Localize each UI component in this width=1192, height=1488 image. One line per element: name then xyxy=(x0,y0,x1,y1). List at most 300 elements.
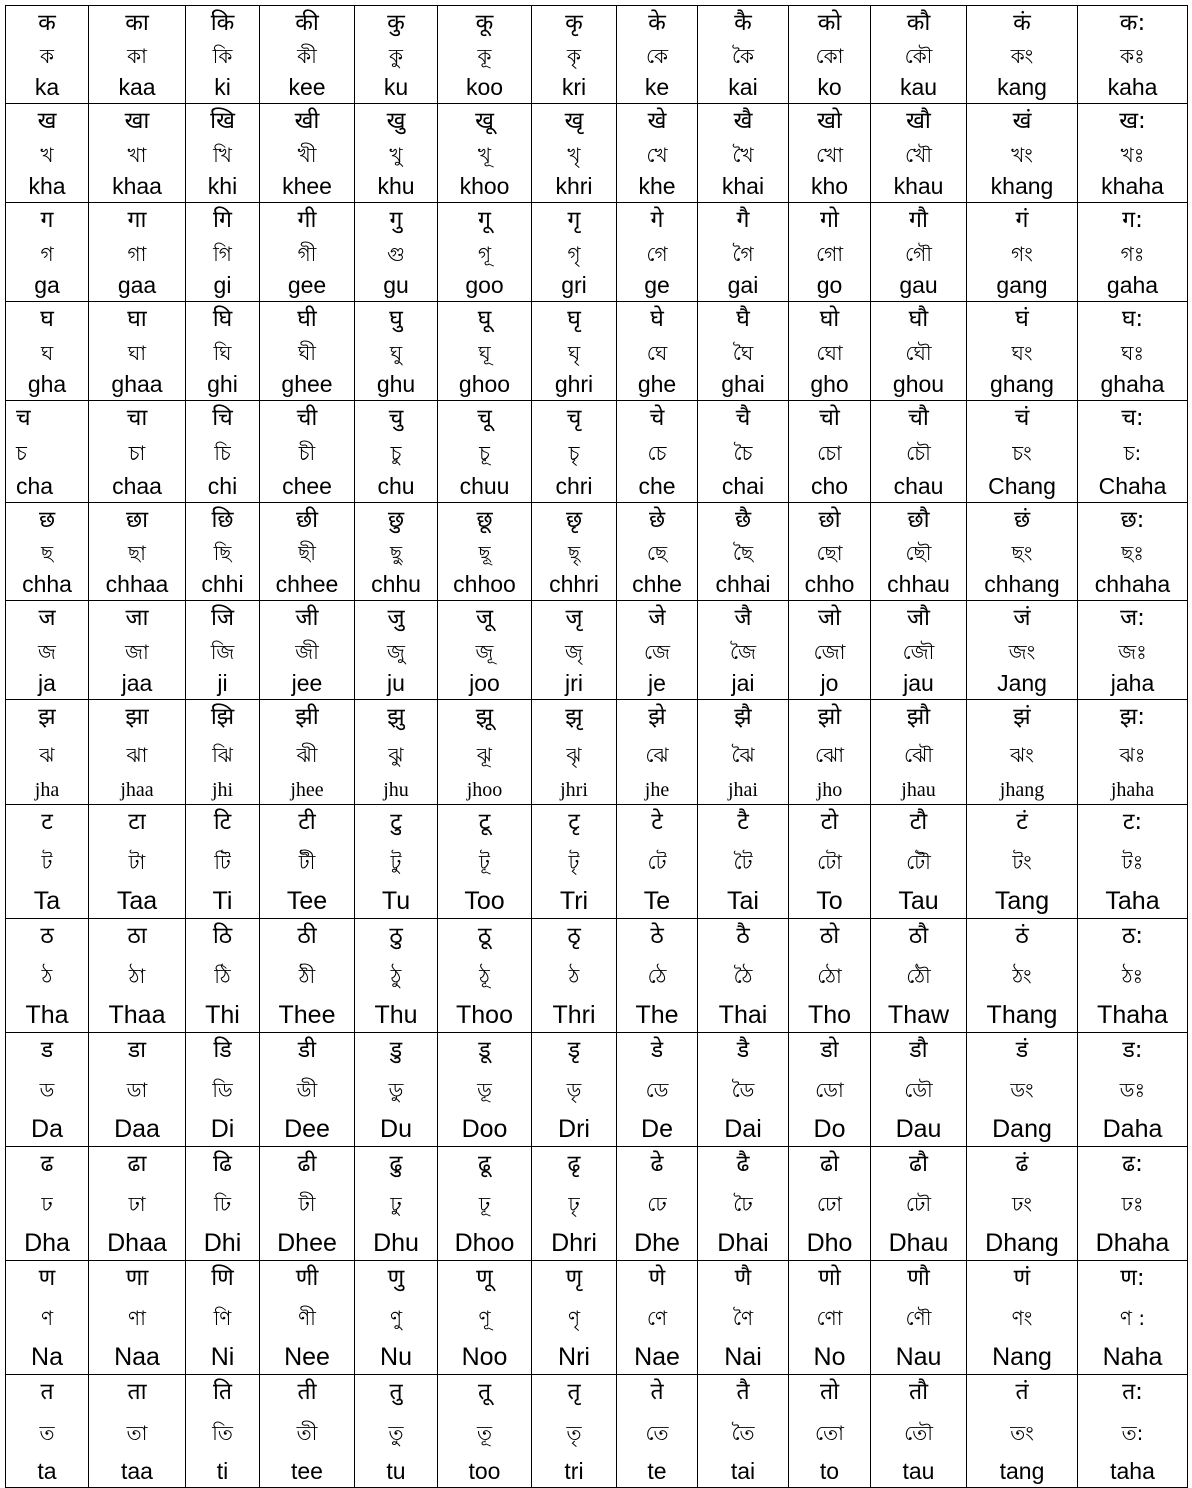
devanagari-syllable: डा xyxy=(127,1037,147,1063)
syllable-cell xyxy=(89,1033,186,1147)
syllable-stack xyxy=(532,919,616,1032)
syllable-cell xyxy=(260,6,355,104)
romanization: che xyxy=(638,472,676,499)
syllable-cell xyxy=(967,302,1078,401)
devanagari-syllable: जृ xyxy=(565,605,583,631)
devanagari-syllable: जा xyxy=(125,605,149,631)
syllable-stack xyxy=(260,1033,354,1146)
syllable-stack xyxy=(698,700,788,804)
syllable-cell xyxy=(967,1375,1078,1488)
devanagari-syllable: चि xyxy=(212,405,233,431)
bengali-syllable: চে xyxy=(647,441,667,466)
devanagari-syllable: झ xyxy=(38,704,56,730)
syllable-stack xyxy=(186,805,259,918)
romanization: chuu xyxy=(459,472,510,499)
devanagari-syllable: त xyxy=(40,1379,54,1405)
devanagari-syllable: टृ xyxy=(568,809,580,835)
romanization: Tu xyxy=(381,886,411,915)
syllable-cell xyxy=(355,302,438,401)
devanagari-syllable: डै xyxy=(736,1037,750,1063)
syllable-stack xyxy=(260,919,354,1032)
bengali-syllable: ঠে xyxy=(647,964,667,989)
devanagari-syllable: टा xyxy=(128,809,146,835)
devanagari-syllable: तु xyxy=(389,1379,403,1405)
romanization: khau xyxy=(893,172,944,199)
romanization: te xyxy=(647,1457,667,1484)
romanization: chhai xyxy=(715,570,771,597)
bengali-syllable: ছূ xyxy=(478,541,491,566)
devanagari-syllable: गौ xyxy=(909,207,928,233)
syllable-stack xyxy=(532,1375,616,1487)
romanization: Thang xyxy=(986,1000,1058,1029)
devanagari-syllable: गि xyxy=(213,207,232,233)
syllable-cell xyxy=(355,104,438,203)
syllable-stack xyxy=(89,302,185,400)
romanization: ghu xyxy=(376,370,416,397)
devanagari-syllable: खि xyxy=(210,108,235,134)
devanagari-syllable: जी xyxy=(295,605,319,631)
syllable-cell xyxy=(1078,1033,1188,1147)
romanization: chhri xyxy=(549,570,599,597)
romanization: ju xyxy=(387,669,405,696)
bengali-syllable: ঘি xyxy=(213,340,232,365)
syllable-cell xyxy=(89,6,186,104)
bengali-syllable: খূ xyxy=(477,142,492,167)
bengali-syllable: তৈ xyxy=(731,1420,755,1445)
syllable-stack xyxy=(532,601,616,699)
devanagari-syllable: छं xyxy=(1013,507,1031,533)
romanization: Doo xyxy=(461,1114,508,1143)
bengali-syllable: ছা xyxy=(128,541,146,566)
romanization: cho xyxy=(810,472,849,499)
devanagari-syllable: ढु xyxy=(389,1151,403,1177)
romanization: ga xyxy=(34,271,60,298)
syllable-cell xyxy=(789,1033,871,1147)
syllable-cell xyxy=(698,1033,789,1147)
syllable-stack xyxy=(1078,1261,1187,1374)
romanization: Thee xyxy=(278,1000,336,1029)
syllable-cell xyxy=(6,700,89,805)
bengali-syllable: কু xyxy=(389,44,403,69)
syllable-stack xyxy=(871,203,966,301)
romanization: Noo xyxy=(461,1342,508,1371)
syllable-cell xyxy=(1078,302,1188,401)
bengali-syllable: চি xyxy=(214,441,231,466)
romanization: De xyxy=(641,1114,673,1143)
syllable-stack xyxy=(6,805,88,918)
syllable-cell xyxy=(260,1147,355,1261)
syllable-stack xyxy=(532,700,616,804)
syllable-cell xyxy=(6,1261,89,1375)
syllable-cell xyxy=(260,700,355,805)
syllable-stack xyxy=(789,919,870,1032)
table-row xyxy=(6,1375,1188,1488)
bengali-syllable: কি xyxy=(212,44,233,69)
bengali-syllable: চং xyxy=(1012,441,1032,466)
syllable-cell xyxy=(355,805,438,919)
devanagari-syllable: ग: xyxy=(1122,207,1143,233)
syllable-cell xyxy=(89,302,186,401)
bengali-syllable: খো xyxy=(815,142,844,167)
bengali-syllable: ঝি xyxy=(212,743,233,768)
romanization: ku xyxy=(383,73,409,100)
table-row xyxy=(6,6,1188,104)
syllable-cell xyxy=(260,401,355,503)
devanagari-syllable: ज: xyxy=(1120,605,1145,631)
devanagari-syllable: ढृ xyxy=(567,1151,581,1177)
syllable-cell xyxy=(871,700,967,805)
devanagari-syllable: घृ xyxy=(567,306,581,332)
syllable-cell xyxy=(532,919,617,1033)
devanagari-syllable: टि xyxy=(213,809,232,835)
syllable-stack xyxy=(617,805,697,918)
syllable-stack xyxy=(967,1375,1077,1487)
syllable-cell xyxy=(186,6,260,104)
syllable-cell xyxy=(532,1033,617,1147)
devanagari-syllable: खृ xyxy=(564,108,584,134)
syllable-cell xyxy=(260,805,355,919)
romanization: tri xyxy=(564,1457,584,1484)
syllable-cell xyxy=(698,1261,789,1375)
romanization: Ni xyxy=(210,1342,235,1371)
romanization: khri xyxy=(555,172,593,199)
bengali-syllable: ঠা xyxy=(128,964,146,989)
romanization: Tai xyxy=(727,886,759,915)
syllable-cell xyxy=(789,1375,871,1488)
table-row xyxy=(6,601,1188,700)
romanization: chu xyxy=(377,472,415,499)
romanization: jai xyxy=(731,669,755,696)
syllable-cell xyxy=(698,302,789,401)
bengali-syllable: ডো xyxy=(815,1078,844,1103)
table-row xyxy=(6,1147,1188,1261)
romanization: Tri xyxy=(559,886,589,915)
syllable-cell xyxy=(789,601,871,700)
devanagari-syllable: चृ xyxy=(566,405,582,431)
syllable-stack xyxy=(355,104,437,202)
syllable-cell xyxy=(532,6,617,104)
devanagari-syllable: कौ xyxy=(906,10,931,36)
syllable-stack xyxy=(871,805,966,918)
devanagari-syllable: डू xyxy=(478,1037,491,1063)
romanization: Nau xyxy=(895,1342,942,1371)
syllable-cell xyxy=(532,700,617,805)
bengali-syllable: ঢু xyxy=(390,1192,402,1217)
devanagari-syllable: झी xyxy=(295,704,319,730)
romanization: khe xyxy=(638,172,676,199)
syllable-stack xyxy=(186,1375,259,1487)
bengali-syllable: ঘ xyxy=(40,340,54,365)
romanization: gaha xyxy=(1106,271,1159,298)
syllable-stack xyxy=(698,6,788,103)
bengali-syllable: ঠ xyxy=(41,964,53,989)
bengali-syllable: চো xyxy=(817,441,842,466)
bengali-syllable: কঃ xyxy=(1120,44,1145,69)
devanagari-syllable: कृ xyxy=(565,10,583,36)
devanagari-syllable: घौ xyxy=(908,306,929,332)
romanization: Thai xyxy=(718,1000,768,1029)
devanagari-syllable: ड xyxy=(40,1037,54,1063)
syllable-stack xyxy=(967,919,1077,1032)
bengali-syllable: টী xyxy=(298,850,316,875)
bengali-syllable: ঘে xyxy=(646,340,668,365)
syllable-cell xyxy=(617,805,698,919)
bengali-syllable: ঠঃ xyxy=(1121,964,1144,989)
devanagari-syllable: ती xyxy=(297,1379,317,1405)
syllable-cell xyxy=(789,503,871,601)
romanization: ka xyxy=(34,73,60,100)
devanagari-syllable: ढौ xyxy=(909,1151,928,1177)
syllable-stack xyxy=(438,203,531,301)
syllable-stack xyxy=(260,401,354,502)
romanization: chhaha xyxy=(1094,570,1171,597)
syllable-cell xyxy=(6,919,89,1033)
syllable-cell xyxy=(186,805,260,919)
bengali-syllable: ছঃ xyxy=(1121,541,1144,566)
syllable-cell xyxy=(532,1147,617,1261)
syllable-stack xyxy=(6,203,88,301)
bengali-syllable: ঘৌ xyxy=(905,340,932,365)
bengali-syllable: চু xyxy=(390,441,402,466)
syllable-stack xyxy=(186,203,259,301)
syllable-stack xyxy=(186,601,259,699)
bengali-syllable: ঝে xyxy=(645,743,669,768)
bengali-syllable: ডু xyxy=(388,1078,404,1103)
devanagari-syllable: छै xyxy=(734,507,752,533)
syllable-cell xyxy=(355,203,438,302)
romanization: chee xyxy=(282,472,332,499)
devanagari-syllable: घि xyxy=(212,306,233,332)
syllable-cell xyxy=(89,700,186,805)
syllable-stack xyxy=(89,700,185,804)
syllable-cell xyxy=(186,601,260,700)
syllable-cell xyxy=(1078,1375,1188,1488)
bengali-syllable: টো xyxy=(817,850,842,875)
devanagari-syllable: गु xyxy=(389,207,403,233)
syllable-stack xyxy=(438,805,531,918)
devanagari-syllable: ड: xyxy=(1122,1037,1143,1063)
romanization: Naa xyxy=(114,1342,160,1371)
syllable-cell xyxy=(438,401,532,503)
bengali-syllable: জা xyxy=(125,639,149,664)
bengali-syllable: ঝু xyxy=(388,743,404,768)
syllable-stack xyxy=(6,302,88,400)
syllable-cell xyxy=(6,104,89,203)
syllable-stack xyxy=(789,503,870,600)
romanization: koo xyxy=(465,73,504,100)
romanization: ji xyxy=(217,669,228,696)
syllable-cell xyxy=(789,203,871,302)
syllable-cell xyxy=(186,919,260,1033)
romanization: Dhaha xyxy=(1095,1228,1170,1257)
syllable-cell xyxy=(871,6,967,104)
table-row xyxy=(6,503,1188,601)
bengali-syllable: জৈ xyxy=(730,639,756,664)
romanization: ghai xyxy=(721,370,765,397)
romanization: jaha xyxy=(1110,669,1155,696)
syllable-cell xyxy=(698,1147,789,1261)
syllable-stack xyxy=(532,503,616,600)
romanization: ghou xyxy=(892,370,945,397)
syllable-cell xyxy=(532,104,617,203)
bengali-syllable: জূ xyxy=(475,639,494,664)
romanization: Daha xyxy=(1102,1114,1163,1143)
syllable-cell xyxy=(967,401,1078,503)
syllable-cell xyxy=(532,805,617,919)
bengali-syllable: টৃ xyxy=(568,850,580,875)
syllable-cell xyxy=(260,302,355,401)
bengali-syllable: তে xyxy=(645,1420,669,1445)
devanagari-syllable: ण xyxy=(38,1265,56,1291)
devanagari-syllable: चे xyxy=(649,405,665,431)
devanagari-syllable: चो xyxy=(819,405,840,431)
syllable-cell xyxy=(6,1147,89,1261)
romanization: tang xyxy=(999,1457,1045,1484)
devanagari-syllable: कि xyxy=(210,10,235,36)
bengali-syllable: ঘূ xyxy=(478,340,491,365)
syllable-stack xyxy=(617,1375,697,1487)
bengali-syllable: গে xyxy=(646,241,668,266)
bengali-syllable: ঢং xyxy=(1012,1192,1032,1217)
romanization: Nri xyxy=(558,1342,590,1371)
syllable-cell xyxy=(1078,1147,1188,1261)
devanagari-syllable: ठी xyxy=(297,923,317,949)
bengali-syllable: চ: xyxy=(1123,441,1142,466)
syllable-stack xyxy=(89,1033,185,1146)
syllable-cell xyxy=(871,104,967,203)
devanagari-syllable: जं xyxy=(1013,605,1031,631)
syllable-stack xyxy=(871,503,966,600)
syllable-stack xyxy=(871,104,966,202)
syllable-stack xyxy=(789,302,870,400)
devanagari-syllable: जौ xyxy=(906,605,931,631)
devanagari-syllable: ढी xyxy=(297,1151,317,1177)
romanization: gu xyxy=(383,271,409,298)
syllable-cell xyxy=(871,302,967,401)
syllable-stack xyxy=(6,1147,88,1260)
bengali-syllable: ডং xyxy=(1010,1078,1034,1103)
bengali-syllable: গা xyxy=(127,241,147,266)
syllable-stack xyxy=(260,1147,354,1260)
syllable-stack xyxy=(186,1147,259,1260)
syllable-stack xyxy=(6,104,88,202)
syllable-cell xyxy=(871,601,967,700)
romanization: gang xyxy=(996,271,1048,298)
syllable-stack xyxy=(967,6,1077,103)
syllable-cell xyxy=(789,919,871,1033)
syllable-stack xyxy=(6,503,88,600)
devanagari-syllable: टो xyxy=(820,809,839,835)
romanization: jhee xyxy=(290,779,324,801)
syllable-stack xyxy=(967,104,1077,202)
devanagari-syllable: घं xyxy=(1015,306,1029,332)
syllable-stack xyxy=(698,1261,788,1374)
bengali-syllable: ছৃ xyxy=(567,541,581,566)
devanagari-syllable: णे xyxy=(648,1265,666,1291)
romanization: Dho xyxy=(806,1228,853,1257)
bengali-syllable: ঝৃ xyxy=(566,743,582,768)
bengali-syllable: ঘং xyxy=(1011,340,1033,365)
syllable-cell xyxy=(438,601,532,700)
romanization: cha xyxy=(16,472,54,499)
devanagari-syllable: चू xyxy=(477,405,492,431)
syllable-cell xyxy=(698,401,789,503)
bengali-syllable: খে xyxy=(646,142,668,167)
syllable-cell xyxy=(967,919,1078,1033)
syllable-stack xyxy=(260,700,354,804)
syllable-cell xyxy=(438,203,532,302)
romanization: Dhi xyxy=(203,1228,242,1257)
table-row xyxy=(6,919,1188,1033)
romanization: Dau xyxy=(895,1114,942,1143)
syllable-stack xyxy=(6,700,88,804)
devanagari-syllable: ढ: xyxy=(1122,1151,1143,1177)
bengali-syllable: ঠ xyxy=(568,964,580,989)
bengali-syllable: টঃ xyxy=(1121,850,1144,875)
syllable-stack xyxy=(967,401,1077,502)
bengali-syllable: জি xyxy=(210,639,235,664)
devanagari-syllable: ची xyxy=(296,405,318,431)
syllable-stack xyxy=(260,104,354,202)
romanization: Nee xyxy=(284,1342,330,1371)
bengali-syllable: গৌ xyxy=(905,241,932,266)
syllable-stack xyxy=(186,401,259,502)
devanagari-syllable: णी xyxy=(295,1265,319,1291)
syllable-stack xyxy=(617,302,697,400)
syllable-stack xyxy=(6,919,88,1032)
bengali-syllable: ঢা xyxy=(128,1192,146,1217)
bengali-syllable: চূ xyxy=(479,441,490,466)
syllable-cell xyxy=(871,1261,967,1375)
romanization: Ti xyxy=(212,886,233,915)
bengali-syllable: ক xyxy=(40,44,54,69)
romanization: Thaha xyxy=(1097,1000,1168,1029)
bengali-syllable: ছৌ xyxy=(905,541,932,566)
syllable-cell xyxy=(532,503,617,601)
romanization: Ta xyxy=(33,886,61,915)
syllable-stack xyxy=(260,302,354,400)
romanization: Dhang xyxy=(985,1228,1059,1257)
syllable-stack xyxy=(186,1033,259,1146)
romanization: gri xyxy=(561,271,587,298)
syllable-stack xyxy=(871,1261,966,1374)
romanization: jhe xyxy=(644,779,670,801)
devanagari-syllable: छा xyxy=(125,507,149,533)
syllable-cell xyxy=(532,1375,617,1488)
romanization: jhaha xyxy=(1110,779,1155,801)
devanagari-syllable: जि xyxy=(210,605,235,631)
syllable-stack xyxy=(532,805,616,918)
syllable-stack xyxy=(6,601,88,699)
syllable-cell xyxy=(871,401,967,503)
romanization: Dhoo xyxy=(454,1228,515,1257)
devanagari-syllable: तू xyxy=(477,1379,492,1405)
romanization: Tang xyxy=(994,886,1050,915)
romanization: chhau xyxy=(887,570,950,597)
syllable-cell xyxy=(1078,401,1188,503)
syllable-cell xyxy=(186,503,260,601)
romanization: jau xyxy=(903,669,934,696)
devanagari-syllable: डो xyxy=(820,1037,839,1063)
syllable-stack xyxy=(89,503,185,600)
syllable-stack xyxy=(789,1033,870,1146)
devanagari-syllable: ग xyxy=(40,207,54,233)
syllable-stack xyxy=(1078,1147,1187,1260)
syllable-cell xyxy=(89,919,186,1033)
syllable-stack xyxy=(617,203,697,301)
bengali-syllable: ঘো xyxy=(816,340,843,365)
devanagari-syllable: च xyxy=(16,405,31,431)
